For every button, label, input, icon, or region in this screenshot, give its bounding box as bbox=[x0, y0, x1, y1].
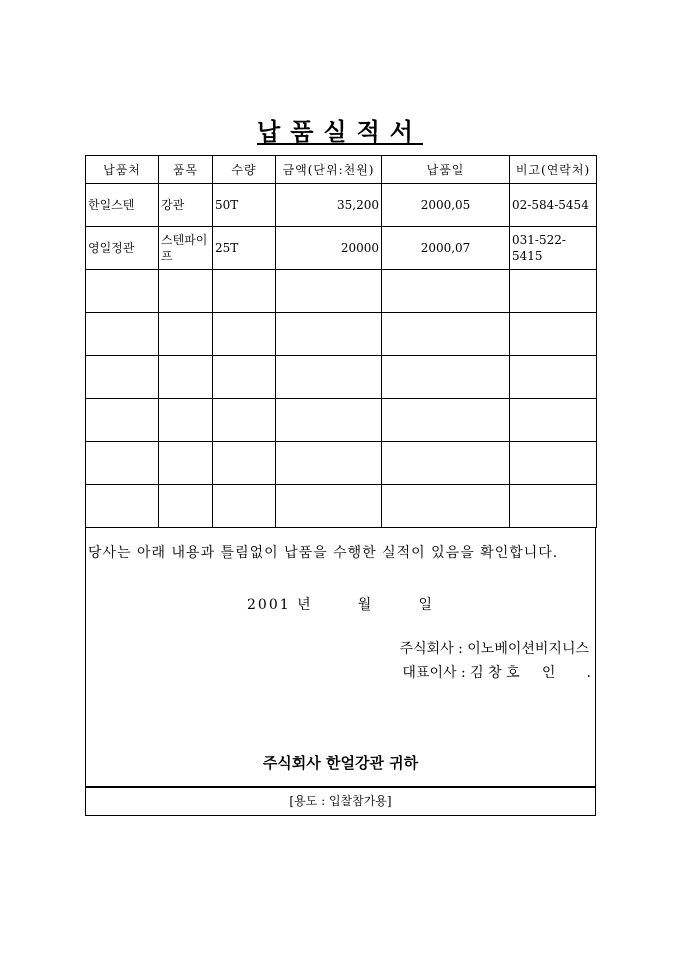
table-cell: 2000,07 bbox=[382, 227, 510, 270]
table-cell: 50T bbox=[213, 184, 276, 227]
table-cell bbox=[510, 270, 597, 313]
column-header: 금액(단위:천원) bbox=[276, 156, 382, 184]
table-cell bbox=[86, 442, 159, 485]
table-cell bbox=[213, 356, 276, 399]
table-cell bbox=[213, 270, 276, 313]
seal-mark: 인 bbox=[541, 665, 556, 681]
table-row bbox=[86, 313, 597, 356]
confirmation-section bbox=[85, 528, 596, 787]
table-cell bbox=[159, 442, 213, 485]
column-header: 납품일 bbox=[382, 156, 510, 184]
table-row bbox=[86, 485, 597, 528]
table-cell bbox=[510, 399, 597, 442]
table-cell bbox=[213, 313, 276, 356]
table-cell bbox=[382, 356, 510, 399]
table-cell bbox=[276, 485, 382, 528]
table-row bbox=[86, 442, 597, 485]
issue-date: 2001 년 월 일 bbox=[247, 597, 434, 613]
table-cell: 스텐파이프 bbox=[159, 227, 213, 270]
table-cell bbox=[159, 485, 213, 528]
table-cell bbox=[276, 399, 382, 442]
table-cell bbox=[276, 442, 382, 485]
table-row bbox=[86, 184, 597, 227]
table-cell bbox=[382, 442, 510, 485]
table-cell: 20000 bbox=[276, 227, 382, 270]
recipient: 주식회사 한얼강관 귀하 bbox=[262, 754, 419, 772]
confirmation-statement: 당사는 아래 내용과 틀림없이 납품을 수행한 실적이 있음을 확인합니다. bbox=[88, 545, 559, 561]
column-header: 수량 bbox=[213, 156, 276, 184]
table-cell bbox=[86, 399, 159, 442]
table-cell: 2000,05 bbox=[382, 184, 510, 227]
table-cell bbox=[213, 399, 276, 442]
table-cell: 031-522-5415 bbox=[510, 227, 597, 270]
table-cell bbox=[382, 270, 510, 313]
document-body bbox=[85, 155, 595, 816]
table-cell: 02-584-5454 bbox=[510, 184, 597, 227]
table-cell bbox=[510, 313, 597, 356]
table-cell bbox=[276, 270, 382, 313]
table-cell bbox=[382, 399, 510, 442]
column-header: 품목 bbox=[159, 156, 213, 184]
usage-note: [용도 : 입찰참가용] bbox=[85, 787, 596, 816]
table-cell bbox=[86, 313, 159, 356]
table-cell bbox=[510, 356, 597, 399]
company-name-line: 주식회사 : 이노베이션비지니스 bbox=[399, 641, 589, 657]
representative-line: 대표이사 : 김 창 호 인 . bbox=[402, 665, 591, 681]
table-cell bbox=[159, 270, 213, 313]
table-cell bbox=[86, 270, 159, 313]
table-cell bbox=[159, 399, 213, 442]
table-cell bbox=[86, 485, 159, 528]
table-cell bbox=[382, 485, 510, 528]
table-cell: 강관 bbox=[159, 184, 213, 227]
table-cell bbox=[159, 356, 213, 399]
table-cell bbox=[276, 313, 382, 356]
delivery-record-table bbox=[85, 155, 597, 528]
table-header-row bbox=[86, 156, 597, 184]
table-cell bbox=[276, 356, 382, 399]
table-cell bbox=[510, 442, 597, 485]
table-cell: 영일정관 bbox=[86, 227, 159, 270]
table-cell: 35,200 bbox=[276, 184, 382, 227]
table-cell bbox=[86, 356, 159, 399]
table-row bbox=[86, 356, 597, 399]
table-cell: 25T bbox=[213, 227, 276, 270]
table-cell bbox=[213, 485, 276, 528]
table-cell bbox=[510, 485, 597, 528]
table-row bbox=[86, 399, 597, 442]
column-header: 납품처 bbox=[86, 156, 159, 184]
table-cell bbox=[159, 313, 213, 356]
table-row bbox=[86, 270, 597, 313]
table-cell: 한일스텐 bbox=[86, 184, 159, 227]
table-row bbox=[86, 227, 597, 270]
document-title: 납품실적서 bbox=[257, 117, 423, 146]
table-cell bbox=[213, 442, 276, 485]
column-header: 비고(연락처) bbox=[510, 156, 597, 184]
table-cell bbox=[382, 313, 510, 356]
